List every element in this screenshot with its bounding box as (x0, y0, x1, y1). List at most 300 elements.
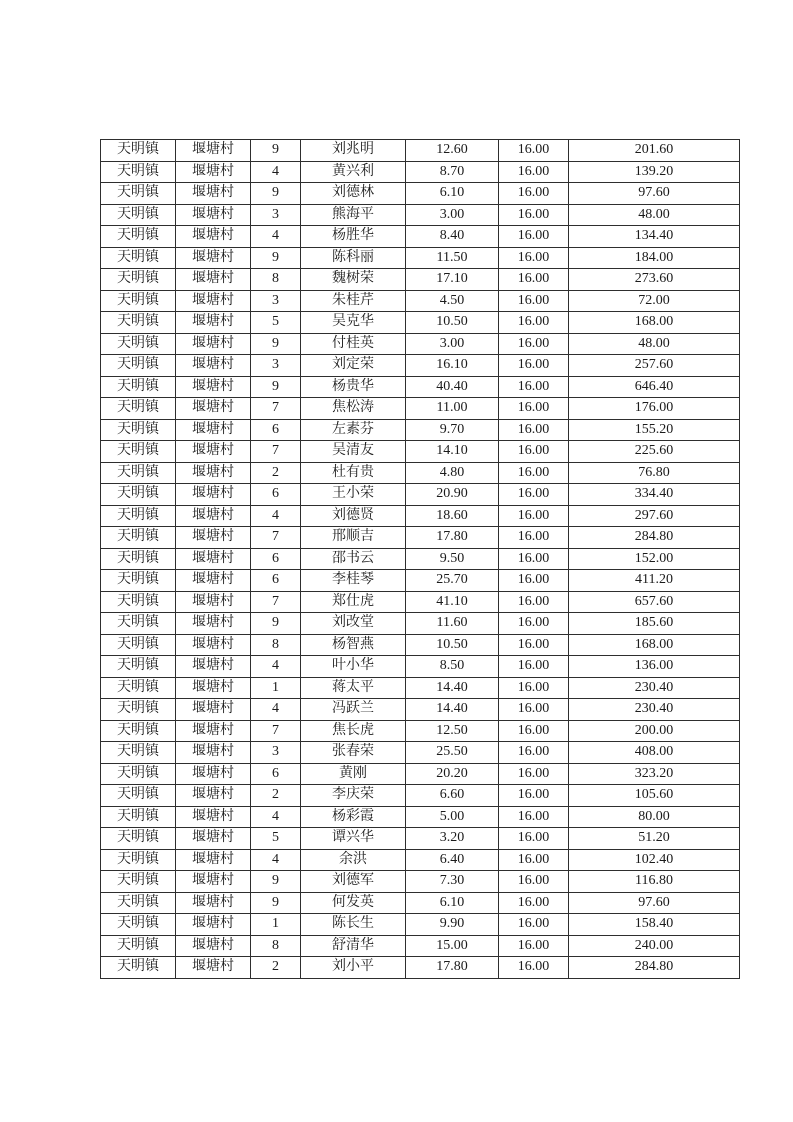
cell-name: 叶小华 (301, 656, 406, 678)
cell-amount: 334.40 (569, 484, 740, 506)
cell-amount: 225.60 (569, 441, 740, 463)
cell-quantity: 8.50 (406, 656, 499, 678)
cell-amount: 139.20 (569, 161, 740, 183)
table-row (101, 204, 740, 226)
cell-village: 堰塘村 (176, 656, 251, 678)
cell-amount: 657.60 (569, 591, 740, 613)
cell-amount: 273.60 (569, 269, 740, 291)
cell-group-no: 3 (251, 204, 301, 226)
cell-amount: 102.40 (569, 849, 740, 871)
cell-group-no: 3 (251, 742, 301, 764)
table-row (101, 398, 740, 420)
cell-village: 堰塘村 (176, 613, 251, 635)
table-row (101, 742, 740, 764)
cell-unit-price: 16.00 (499, 183, 569, 205)
cell-group-no: 8 (251, 935, 301, 957)
cell-name: 刘德贤 (301, 505, 406, 527)
cell-name: 左素芬 (301, 419, 406, 441)
cell-group-no: 9 (251, 376, 301, 398)
cell-name: 焦长虎 (301, 720, 406, 742)
cell-town: 天明镇 (101, 548, 176, 570)
cell-unit-price: 16.00 (499, 935, 569, 957)
cell-group-no: 9 (251, 333, 301, 355)
table-row (101, 806, 740, 828)
cell-group-no: 7 (251, 720, 301, 742)
cell-name: 朱桂芹 (301, 290, 406, 312)
cell-town: 天明镇 (101, 484, 176, 506)
cell-village: 堰塘村 (176, 935, 251, 957)
cell-name: 舒清华 (301, 935, 406, 957)
cell-quantity: 12.50 (406, 720, 499, 742)
cell-name: 刘小平 (301, 957, 406, 979)
cell-amount: 97.60 (569, 892, 740, 914)
cell-quantity: 5.00 (406, 806, 499, 828)
cell-town: 天明镇 (101, 226, 176, 248)
table-row (101, 333, 740, 355)
cell-group-no: 9 (251, 140, 301, 162)
cell-unit-price: 16.00 (499, 204, 569, 226)
cell-town: 天明镇 (101, 312, 176, 334)
cell-village: 堰塘村 (176, 785, 251, 807)
table-row (101, 634, 740, 656)
cell-village: 堰塘村 (176, 828, 251, 850)
cell-quantity: 20.90 (406, 484, 499, 506)
cell-town: 天明镇 (101, 398, 176, 420)
cell-unit-price: 16.00 (499, 548, 569, 570)
table-row (101, 312, 740, 334)
cell-group-no: 6 (251, 763, 301, 785)
cell-village: 堰塘村 (176, 892, 251, 914)
cell-town: 天明镇 (101, 871, 176, 893)
cell-unit-price: 16.00 (499, 634, 569, 656)
cell-town: 天明镇 (101, 742, 176, 764)
cell-amount: 411.20 (569, 570, 740, 592)
cell-village: 堰塘村 (176, 333, 251, 355)
cell-group-no: 9 (251, 613, 301, 635)
cell-town: 天明镇 (101, 505, 176, 527)
cell-unit-price: 16.00 (499, 226, 569, 248)
table-row (101, 376, 740, 398)
cell-quantity: 17.10 (406, 269, 499, 291)
cell-town: 天明镇 (101, 419, 176, 441)
cell-unit-price: 16.00 (499, 441, 569, 463)
table-row (101, 441, 740, 463)
cell-village: 堰塘村 (176, 677, 251, 699)
cell-quantity: 9.70 (406, 419, 499, 441)
table-row (101, 957, 740, 979)
cell-town: 天明镇 (101, 677, 176, 699)
table-row (101, 247, 740, 269)
cell-amount: 230.40 (569, 699, 740, 721)
table-row (101, 656, 740, 678)
cell-quantity: 41.10 (406, 591, 499, 613)
cell-unit-price: 16.00 (499, 527, 569, 549)
cell-group-no: 4 (251, 505, 301, 527)
cell-amount: 201.60 (569, 140, 740, 162)
cell-quantity: 9.90 (406, 914, 499, 936)
cell-group-no: 9 (251, 892, 301, 914)
table-row (101, 591, 740, 613)
cell-name: 吴清友 (301, 441, 406, 463)
cell-group-no: 8 (251, 269, 301, 291)
cell-town: 天明镇 (101, 763, 176, 785)
table-row (101, 677, 740, 699)
cell-village: 堰塘村 (176, 742, 251, 764)
cell-village: 堰塘村 (176, 226, 251, 248)
cell-amount: 155.20 (569, 419, 740, 441)
cell-village: 堰塘村 (176, 398, 251, 420)
cell-town: 天明镇 (101, 634, 176, 656)
table-row (101, 828, 740, 850)
cell-group-no: 7 (251, 441, 301, 463)
cell-group-no: 3 (251, 355, 301, 377)
cell-village: 堰塘村 (176, 183, 251, 205)
cell-group-no: 5 (251, 312, 301, 334)
cell-group-no: 1 (251, 677, 301, 699)
cell-name: 邵书云 (301, 548, 406, 570)
cell-town: 天明镇 (101, 161, 176, 183)
cell-name: 刘改堂 (301, 613, 406, 635)
cell-name: 杨智燕 (301, 634, 406, 656)
cell-village: 堰塘村 (176, 763, 251, 785)
table-row (101, 720, 740, 742)
table-row (101, 935, 740, 957)
cell-unit-price: 16.00 (499, 742, 569, 764)
cell-amount: 284.80 (569, 957, 740, 979)
cell-quantity: 11.60 (406, 613, 499, 635)
cell-village: 堰塘村 (176, 290, 251, 312)
cell-quantity: 6.60 (406, 785, 499, 807)
cell-unit-price: 16.00 (499, 677, 569, 699)
cell-quantity: 18.60 (406, 505, 499, 527)
cell-village: 堰塘村 (176, 548, 251, 570)
cell-town: 天明镇 (101, 290, 176, 312)
cell-unit-price: 16.00 (499, 957, 569, 979)
cell-name: 杨贵华 (301, 376, 406, 398)
cell-group-no: 4 (251, 806, 301, 828)
cell-quantity: 4.80 (406, 462, 499, 484)
cell-group-no: 6 (251, 570, 301, 592)
cell-unit-price: 16.00 (499, 462, 569, 484)
cell-quantity: 3.00 (406, 333, 499, 355)
cell-unit-price: 16.00 (499, 785, 569, 807)
cell-group-no: 4 (251, 849, 301, 871)
cell-group-no: 8 (251, 634, 301, 656)
cell-name: 杨胜华 (301, 226, 406, 248)
cell-amount: 323.20 (569, 763, 740, 785)
table-row (101, 462, 740, 484)
table-row (101, 871, 740, 893)
cell-unit-price: 16.00 (499, 333, 569, 355)
cell-village: 堰塘村 (176, 161, 251, 183)
cell-village: 堰塘村 (176, 312, 251, 334)
cell-amount: 200.00 (569, 720, 740, 742)
cell-amount: 297.60 (569, 505, 740, 527)
table-row (101, 785, 740, 807)
cell-group-no: 7 (251, 398, 301, 420)
cell-town: 天明镇 (101, 591, 176, 613)
cell-village: 堰塘村 (176, 247, 251, 269)
cell-quantity: 9.50 (406, 548, 499, 570)
cell-village: 堰塘村 (176, 914, 251, 936)
cell-village: 堰塘村 (176, 699, 251, 721)
table-row (101, 183, 740, 205)
cell-group-no: 2 (251, 785, 301, 807)
cell-group-no: 6 (251, 548, 301, 570)
cell-name: 刘德林 (301, 183, 406, 205)
cell-amount: 72.00 (569, 290, 740, 312)
cell-quantity: 6.40 (406, 849, 499, 871)
cell-town: 天明镇 (101, 355, 176, 377)
cell-town: 天明镇 (101, 806, 176, 828)
cell-group-no: 3 (251, 290, 301, 312)
cell-village: 堰塘村 (176, 355, 251, 377)
cell-unit-price: 16.00 (499, 290, 569, 312)
cell-amount: 230.40 (569, 677, 740, 699)
table-row (101, 505, 740, 527)
cell-unit-price: 16.00 (499, 720, 569, 742)
cell-town: 天明镇 (101, 699, 176, 721)
table-row (101, 914, 740, 936)
cell-name: 冯跃兰 (301, 699, 406, 721)
cell-quantity: 6.10 (406, 892, 499, 914)
cell-town: 天明镇 (101, 376, 176, 398)
cell-name: 熊海平 (301, 204, 406, 226)
table-row (101, 849, 740, 871)
cell-unit-price: 16.00 (499, 914, 569, 936)
cell-unit-price: 16.00 (499, 570, 569, 592)
cell-quantity: 11.50 (406, 247, 499, 269)
cell-name: 刘定荣 (301, 355, 406, 377)
cell-group-no: 6 (251, 419, 301, 441)
table-row (101, 290, 740, 312)
cell-town: 天明镇 (101, 613, 176, 635)
cell-unit-price: 16.00 (499, 892, 569, 914)
cell-name: 付桂英 (301, 333, 406, 355)
cell-town: 天明镇 (101, 656, 176, 678)
cell-name: 吴克华 (301, 312, 406, 334)
cell-name: 李桂琴 (301, 570, 406, 592)
cell-quantity: 40.40 (406, 376, 499, 398)
cell-unit-price: 16.00 (499, 806, 569, 828)
cell-village: 堰塘村 (176, 720, 251, 742)
cell-unit-price: 16.00 (499, 161, 569, 183)
cell-town: 天明镇 (101, 570, 176, 592)
table-row (101, 699, 740, 721)
table-row (101, 892, 740, 914)
table-row (101, 484, 740, 506)
cell-amount: 136.00 (569, 656, 740, 678)
cell-amount: 80.00 (569, 806, 740, 828)
cell-quantity: 3.20 (406, 828, 499, 850)
cell-town: 天明镇 (101, 935, 176, 957)
cell-quantity: 8.70 (406, 161, 499, 183)
cell-quantity: 17.80 (406, 527, 499, 549)
cell-quantity: 16.10 (406, 355, 499, 377)
cell-village: 堰塘村 (176, 484, 251, 506)
cell-quantity: 10.50 (406, 312, 499, 334)
cell-quantity: 3.00 (406, 204, 499, 226)
cell-name: 余洪 (301, 849, 406, 871)
cell-name: 刘德军 (301, 871, 406, 893)
cell-amount: 168.00 (569, 312, 740, 334)
table-row (101, 226, 740, 248)
table-row (101, 570, 740, 592)
cell-village: 堰塘村 (176, 419, 251, 441)
cell-quantity: 4.50 (406, 290, 499, 312)
cell-village: 堰塘村 (176, 591, 251, 613)
cell-town: 天明镇 (101, 785, 176, 807)
cell-village: 堰塘村 (176, 871, 251, 893)
cell-village: 堰塘村 (176, 204, 251, 226)
subsidy-table (100, 139, 740, 979)
cell-group-no: 7 (251, 591, 301, 613)
cell-village: 堰塘村 (176, 849, 251, 871)
table-row (101, 140, 740, 162)
cell-quantity: 17.80 (406, 957, 499, 979)
cell-village: 堰塘村 (176, 527, 251, 549)
table-row (101, 269, 740, 291)
cell-name: 张春荣 (301, 742, 406, 764)
cell-name: 刘兆明 (301, 140, 406, 162)
cell-quantity: 25.70 (406, 570, 499, 592)
cell-quantity: 15.00 (406, 935, 499, 957)
cell-group-no: 4 (251, 226, 301, 248)
cell-town: 天明镇 (101, 441, 176, 463)
cell-group-no: 5 (251, 828, 301, 850)
cell-amount: 408.00 (569, 742, 740, 764)
cell-village: 堰塘村 (176, 505, 251, 527)
cell-unit-price: 16.00 (499, 591, 569, 613)
cell-amount: 158.40 (569, 914, 740, 936)
cell-name: 焦松涛 (301, 398, 406, 420)
table-row (101, 527, 740, 549)
cell-town: 天明镇 (101, 720, 176, 742)
cell-quantity: 7.30 (406, 871, 499, 893)
cell-unit-price: 16.00 (499, 763, 569, 785)
cell-amount: 152.00 (569, 548, 740, 570)
cell-name: 郑仕虎 (301, 591, 406, 613)
cell-unit-price: 16.00 (499, 505, 569, 527)
cell-group-no: 7 (251, 527, 301, 549)
cell-name: 陈科丽 (301, 247, 406, 269)
cell-group-no: 9 (251, 247, 301, 269)
cell-town: 天明镇 (101, 247, 176, 269)
cell-village: 堰塘村 (176, 441, 251, 463)
cell-quantity: 14.40 (406, 677, 499, 699)
cell-group-no: 4 (251, 656, 301, 678)
cell-unit-price: 16.00 (499, 871, 569, 893)
cell-quantity: 8.40 (406, 226, 499, 248)
cell-group-no: 4 (251, 699, 301, 721)
cell-town: 天明镇 (101, 333, 176, 355)
cell-name: 何发英 (301, 892, 406, 914)
cell-amount: 240.00 (569, 935, 740, 957)
cell-name: 谭兴华 (301, 828, 406, 850)
cell-amount: 185.60 (569, 613, 740, 635)
cell-unit-price: 16.00 (499, 828, 569, 850)
cell-town: 天明镇 (101, 914, 176, 936)
cell-unit-price: 16.00 (499, 312, 569, 334)
cell-village: 堰塘村 (176, 462, 251, 484)
table-row (101, 161, 740, 183)
cell-name: 黄兴利 (301, 161, 406, 183)
cell-unit-price: 16.00 (499, 484, 569, 506)
cell-amount: 51.20 (569, 828, 740, 850)
cell-village: 堰塘村 (176, 806, 251, 828)
cell-unit-price: 16.00 (499, 419, 569, 441)
cell-unit-price: 16.00 (499, 269, 569, 291)
cell-unit-price: 16.00 (499, 613, 569, 635)
cell-amount: 76.80 (569, 462, 740, 484)
cell-town: 天明镇 (101, 269, 176, 291)
cell-unit-price: 16.00 (499, 849, 569, 871)
cell-name: 黄刚 (301, 763, 406, 785)
cell-unit-price: 16.00 (499, 140, 569, 162)
cell-unit-price: 16.00 (499, 656, 569, 678)
table-row (101, 355, 740, 377)
cell-quantity: 25.50 (406, 742, 499, 764)
cell-village: 堰塘村 (176, 957, 251, 979)
cell-quantity: 10.50 (406, 634, 499, 656)
cell-town: 天明镇 (101, 828, 176, 850)
cell-name: 杜有贵 (301, 462, 406, 484)
cell-town: 天明镇 (101, 462, 176, 484)
table-row (101, 548, 740, 570)
cell-town: 天明镇 (101, 849, 176, 871)
cell-village: 堰塘村 (176, 269, 251, 291)
cell-town: 天明镇 (101, 183, 176, 205)
cell-amount: 168.00 (569, 634, 740, 656)
cell-amount: 284.80 (569, 527, 740, 549)
cell-name: 李庆荣 (301, 785, 406, 807)
cell-amount: 257.60 (569, 355, 740, 377)
cell-quantity: 6.10 (406, 183, 499, 205)
cell-name: 魏树荣 (301, 269, 406, 291)
cell-name: 蒋太平 (301, 677, 406, 699)
cell-amount: 176.00 (569, 398, 740, 420)
cell-quantity: 14.10 (406, 441, 499, 463)
cell-village: 堰塘村 (176, 140, 251, 162)
cell-village: 堰塘村 (176, 376, 251, 398)
cell-unit-price: 16.00 (499, 247, 569, 269)
cell-group-no: 1 (251, 914, 301, 936)
cell-group-no: 2 (251, 957, 301, 979)
cell-name: 邢顺吉 (301, 527, 406, 549)
cell-amount: 97.60 (569, 183, 740, 205)
cell-amount: 105.60 (569, 785, 740, 807)
cell-town: 天明镇 (101, 957, 176, 979)
cell-quantity: 11.00 (406, 398, 499, 420)
cell-quantity: 14.40 (406, 699, 499, 721)
cell-town: 天明镇 (101, 204, 176, 226)
cell-name: 陈长生 (301, 914, 406, 936)
table-row (101, 419, 740, 441)
cell-name: 王小荣 (301, 484, 406, 506)
cell-amount: 48.00 (569, 333, 740, 355)
cell-village: 堰塘村 (176, 634, 251, 656)
cell-group-no: 9 (251, 183, 301, 205)
cell-quantity: 12.60 (406, 140, 499, 162)
cell-group-no: 6 (251, 484, 301, 506)
cell-amount: 48.00 (569, 204, 740, 226)
cell-unit-price: 16.00 (499, 398, 569, 420)
cell-village: 堰塘村 (176, 570, 251, 592)
cell-quantity: 20.20 (406, 763, 499, 785)
cell-group-no: 4 (251, 161, 301, 183)
cell-group-no: 9 (251, 871, 301, 893)
cell-amount: 184.00 (569, 247, 740, 269)
